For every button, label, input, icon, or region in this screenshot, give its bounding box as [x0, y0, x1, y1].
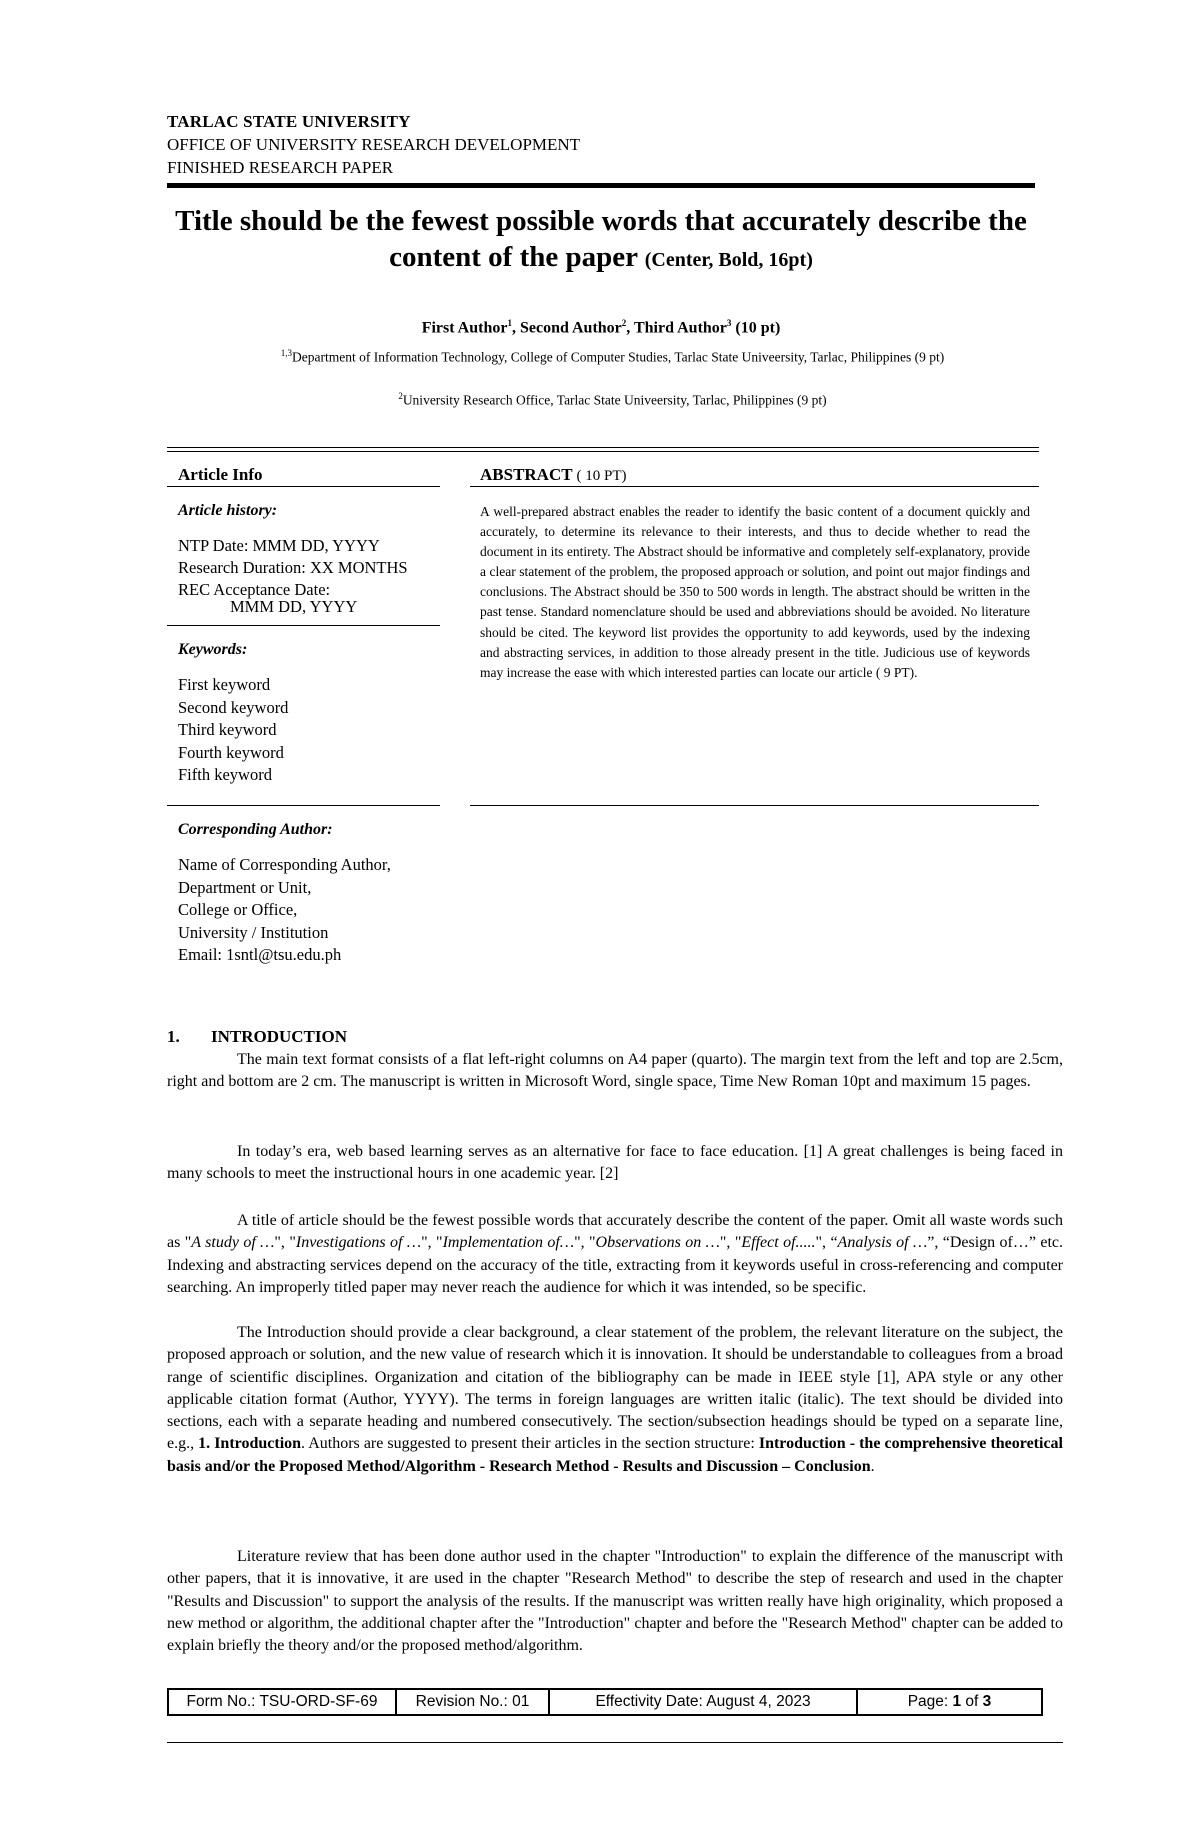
abstract-heading	[480, 465, 627, 485]
p3-text: ", "	[421, 1234, 443, 1252]
office-name: OFFICE OF UNIVERSITY RESEARCH DEVELOPMENT	[167, 135, 581, 154]
corresponding-email: Email: 1sntl@tsu.edu.ph	[178, 945, 342, 964]
affiliation-1	[190, 344, 1035, 367]
abstract-bottom-rule	[470, 805, 1039, 806]
author-line: First Author$^1$, Second Author$^2$, Third Author$^3$ (10 pt)	[421, 318, 781, 337]
section-number: 1.	[167, 1027, 180, 1046]
second-author-sup: 2	[621, 318, 627, 328]
first-author-sup: 1	[507, 318, 512, 328]
abstract-heading-text: ABSTRACT	[480, 465, 573, 484]
form-footer-table	[167, 1688, 1043, 1716]
abstract-heading-note: ( 10 PT)	[576, 468, 627, 484]
author-note: (10 pt)	[735, 319, 781, 337]
intro-paragraph-4	[167, 1322, 1063, 1478]
p4-bold: Introduction - the comprehensive theoretical basis and/or the Proposed Method/Algorithm - Research Method - Results and Discussion – Conclusion	[167, 1435, 1064, 1475]
section-title: INTRODUCTION	[211, 1027, 348, 1046]
affiliation-1-sup: 1,3	[280, 348, 292, 358]
p3-text: ", “	[815, 1234, 838, 1252]
p3-italic: A study of …	[191, 1234, 275, 1252]
affiliation-2-sup: 2	[398, 391, 403, 401]
intro-paragraph-1: The main text format consists of a flat left-right columns on A4 paper (quarto). The margin text from the left and top are 2.5cm, right and bottom are 2 cm. The manuscript is written in Microsoft Word, single space, Time New Roman 10pt and maximum 15 pages.	[167, 1051, 1063, 1091]
p3-italic: Analysis of …	[837, 1234, 928, 1252]
p3-text: ”, “Design of…” etc. Indexing and abstracting services depend on the accuracy of the title, extracting from it keywords useful in cross-referencing and computer searching. An improperly titled paper may never reach the audience for which it was intended, so be specific.	[167, 1234, 1064, 1296]
keywords-rule	[167, 805, 440, 806]
abstract-text: A well-prepared abstract enables the reader to identify the basic content of a document quickly and accurately, to determine its relevance to their interests, and thus to decide whether to read the document in its entirety. The Abstract should be informative and completely self-explanatory, provide a clear statement of the problem, the proposed approach or solution, and point out major findings and conclusions. The Abstract should be 350 to 500 words in length. The abstract should be written in the past tense. Standard nomenclature should be used and abbreviations should be avoided. No literature should be cited. The keyword list provides the opportunity to add keywords, used by the indexing and abstracting services, in addition to those already present in the title. Judicious use of keywords may increase the ease with which interested parties can locate our article ( 9 PT).	[480, 504, 1030, 680]
p4-text: . Authors are suggested to present their articles in the section structure:	[301, 1435, 759, 1453]
intro-paragraph-2: In today’s era, web based learning serves as an alternative for face to face education. [1] A great challenges is being faced in many schools to meet the instructional hours in one academic year. [2]	[167, 1143, 1063, 1183]
page-total: 3	[982, 1693, 992, 1710]
p3-text: A title of article should be the fewest possible words that accurately describe the content of the paper. Omit all waste words such as "	[167, 1212, 1063, 1252]
form-footer-row	[168, 1689, 1042, 1715]
abstract-rule	[470, 486, 1039, 487]
article-info-heading: Article Info	[178, 465, 263, 484]
p3-italic: Implementation of…	[442, 1234, 575, 1252]
affiliation-2-text: University Research Office, Tarlac State Univeersity, Tarlac, Philippines (9 pt)	[402, 392, 827, 408]
p3-italic: Effect of.....	[741, 1234, 816, 1252]
third-author: Third Author	[633, 319, 727, 337]
paper-title	[167, 203, 1035, 278]
p3-text: ", "	[719, 1234, 742, 1252]
corresponding-line: University / Institution	[178, 923, 329, 942]
page-of: of	[961, 1693, 983, 1710]
p4-text: The Introduction should provide a clear background, a clear statement of the problem, the relevant literature on the subject, the proposed approach or solution, and the new value of research which it is innovation. It should be understandable to colleagues from a broad range of scientific disciplines. Organization and citation of the bibliography can be made in IEEE style [1], APA style or any other applicable citation format (Author, YYYY). The terms in foreign languages are written italic (italic). The text should be divided into sections, each with a separate heading and numbered consecutively. The section/subsection headings should be typed on a separate line, e.g.,	[167, 1324, 1063, 1453]
p3-italic: Investigations of …	[295, 1234, 422, 1252]
p4-text: .	[870, 1457, 875, 1475]
keywords-label: Keywords:	[178, 641, 248, 658]
p3-text: ", "	[274, 1234, 296, 1252]
ntp-date: NTP Date: MMM DD, YYYY	[178, 536, 380, 555]
research-duration: Research Duration: XX MONTHS	[178, 558, 408, 577]
footer-bottom-rule	[167, 1742, 1063, 1743]
header-divider	[167, 183, 1035, 188]
corresponding-author-label: Corresponding Author:	[178, 821, 333, 838]
p3-italic: Observations on …	[595, 1234, 720, 1252]
paper-title-text: Title should be the fewest possible words that accurately describe the content of the paper	[175, 205, 1027, 273]
p3-text: ", "	[574, 1234, 596, 1252]
paper-title-note: (Center, Bold, 16pt)	[644, 249, 813, 271]
keyword-item: Second keyword	[178, 698, 289, 717]
second-author: Second Author	[519, 319, 622, 337]
first-author: First Author	[421, 319, 508, 337]
corresponding-line: College or Office,	[178, 900, 298, 919]
university-name: TARLAC STATE UNIVERSITY	[167, 112, 411, 131]
keyword-item: Third keyword	[178, 720, 277, 739]
keyword-item: Fourth keyword	[178, 743, 284, 762]
rec-acceptance-date: MMM DD, YYYY	[230, 597, 358, 616]
page-current: 1	[952, 1693, 962, 1710]
keyword-item: First keyword	[178, 675, 271, 694]
effectivity-date: Effectivity Date: August 4, 2023	[549, 1689, 857, 1715]
corresponding-line: Department or Unit,	[178, 878, 312, 897]
p4-bold: 1. Introduction	[198, 1435, 302, 1453]
info-top-rule-2	[167, 451, 1039, 452]
history-rule	[167, 625, 440, 626]
document-type: FINISHED RESEARCH PAPER	[167, 158, 394, 177]
article-history-label: Article history:	[178, 502, 278, 519]
form-number: Form No.: TSU-ORD-SF-69	[168, 1689, 396, 1715]
page-number	[857, 1689, 1042, 1715]
intro-paragraph-5: Literature review that has been done author used in the chapter "Introduction" to explain the difference of the manuscript with other papers, that it is innovative, it are used in the chapter "Research Method" to describe the step of research and used in the chapter "Results and Discussion" to support the analysis of the results. If the manuscript was written really have high originality, which proposed a new method or algorithm, the additional chapter after the "Introduction" chapter and before the "Research Method" chapter can be added to explain briefly the theory and/or the proposed method/algorithm.	[167, 1548, 1063, 1655]
info-top-rule-1	[167, 447, 1039, 448]
intro-paragraph-3	[167, 1210, 1063, 1299]
page-label: Page:	[907, 1693, 953, 1710]
affiliation-1-text: Department of Information Technology, College of Computer Studies, Tarlac State Univeersity, Tarlac, Philippines (9 pt)	[291, 349, 945, 365]
section-heading-introduction	[167, 1027, 347, 1047]
revision-number: Revision No.: 01	[396, 1689, 549, 1715]
article-info-rule	[167, 486, 440, 487]
corresponding-line: Name of Corresponding Author,	[178, 855, 391, 874]
keyword-item: Fifth keyword	[178, 765, 272, 784]
affiliation-2	[190, 387, 1035, 410]
third-author-sup: 3	[726, 318, 732, 328]
rec-acceptance-label: REC Acceptance Date:	[178, 580, 331, 599]
